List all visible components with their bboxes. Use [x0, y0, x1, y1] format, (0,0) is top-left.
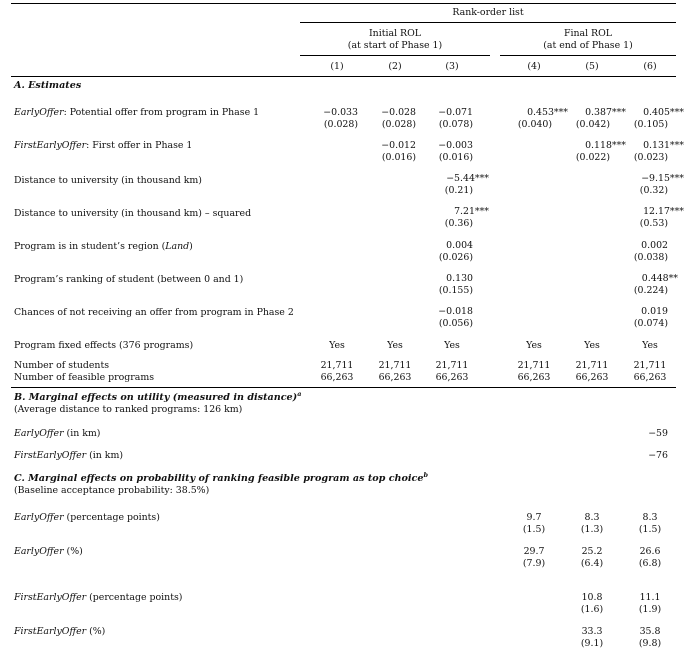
- coef: −0.003: [438, 140, 473, 151]
- coef: 7.21***: [454, 206, 489, 217]
- coef: 0.453***: [527, 107, 568, 118]
- var-name: FirstEarlyOffer: [14, 626, 87, 637]
- cell-value: −59: [648, 428, 668, 439]
- coef: 29.7: [523, 546, 545, 557]
- row-label-first-early-offer-km: [14, 450, 123, 461]
- std-error: (1.5): [638, 524, 662, 535]
- header-bottom-rule: [11, 76, 676, 77]
- group-final-title: Final ROL: [563, 28, 613, 39]
- var-unit: (percentage points): [63, 512, 160, 523]
- panel-c-title: [14, 470, 429, 484]
- group-final-subtitle: (at end of Phase 1): [543, 40, 633, 51]
- row-label-ranking: Program’s ranking of student (between 0 and 1): [14, 274, 244, 285]
- row-label-early-offer-pp: [14, 512, 160, 523]
- group-initial-title: Initial ROL: [368, 28, 422, 39]
- std-error: (0.028): [323, 119, 358, 130]
- std-error: (0.105): [633, 119, 668, 130]
- coef: 35.8: [639, 626, 661, 637]
- var-desc: : First offer in Phase 1: [86, 140, 193, 151]
- coef: 0.004: [446, 240, 473, 251]
- coef: 0.118***: [585, 140, 626, 151]
- coef: 9.7: [526, 512, 542, 523]
- label-post: ): [189, 241, 193, 252]
- row-label-students: Number of students: [14, 360, 110, 371]
- std-error: (0.074): [633, 318, 668, 329]
- coef: 26.6: [639, 546, 661, 557]
- coef: 0.019: [641, 306, 668, 317]
- label-italic: Land: [165, 241, 190, 252]
- cell-value: Yes: [387, 340, 403, 351]
- coef: −0.012: [381, 140, 416, 151]
- var-unit: (in km): [86, 450, 124, 461]
- std-error: (6.8): [638, 558, 662, 569]
- std-error: (0.224): [633, 285, 668, 296]
- std-error: (0.016): [381, 152, 416, 163]
- var-name: EarlyOffer: [14, 428, 64, 439]
- std-error: (0.038): [633, 252, 668, 263]
- col-header-2: (2): [388, 61, 402, 72]
- coef: 8.3: [584, 512, 600, 523]
- coef: −9.15***: [641, 173, 684, 184]
- coef: 11.1: [639, 592, 661, 603]
- col-header-5: (5): [585, 61, 599, 72]
- group-initial-subtitle: (at start of Phase 1): [347, 40, 443, 51]
- coef: 33.3: [581, 626, 603, 637]
- row-label-fixed-effects: Program fixed effects (376 programs): [14, 340, 194, 351]
- var-unit: (%): [86, 626, 106, 637]
- std-error: (0.023): [633, 152, 668, 163]
- cell-value: 21,711: [320, 360, 354, 371]
- var-name: FirstEarlyOffer: [14, 592, 87, 603]
- coef: 8.3: [642, 512, 658, 523]
- row-label-region: [14, 241, 193, 252]
- cell-value: Yes: [642, 340, 658, 351]
- col-header-4: (4): [527, 61, 541, 72]
- panel-b-title: [14, 389, 302, 403]
- row-label-first-early-offer: [14, 140, 192, 151]
- cell-value: 21,711: [517, 360, 551, 371]
- std-error: (0.022): [575, 152, 610, 163]
- row-label-chances: Chances of not receiving an offer from program in Phase 2: [14, 307, 294, 318]
- std-error: (0.026): [438, 252, 473, 263]
- std-error: (1.5): [522, 524, 546, 535]
- col-header-6: (6): [643, 61, 657, 72]
- std-error: (6.4): [580, 558, 604, 569]
- var-name: EarlyOffer: [14, 512, 64, 523]
- std-error: (0.155): [438, 285, 473, 296]
- var-name: FirstEarlyOffer: [14, 140, 87, 151]
- group-final-rule: [500, 55, 676, 56]
- std-error: (0.040): [517, 119, 552, 130]
- cell-value: 21,711: [435, 360, 469, 371]
- coef: −0.071: [438, 107, 473, 118]
- panel-b-title-text: B. Marginal effects on utility (measured in distance): [14, 392, 298, 403]
- row-label-early-offer: [14, 107, 259, 118]
- cell-value: Yes: [526, 340, 542, 351]
- row-label-early-offer-pct: [14, 546, 83, 557]
- cell-value: 66,263: [575, 372, 609, 383]
- var-desc: : Potential offer from program in Phase 1: [63, 107, 260, 118]
- panel-c-note: (Baseline acceptance probability: 38.5%): [14, 485, 210, 496]
- std-error: (9.1): [580, 638, 604, 649]
- std-error: (1.3): [580, 524, 604, 535]
- cell-value: Yes: [329, 340, 345, 351]
- coef: −0.028: [381, 107, 416, 118]
- col-header-3: (3): [445, 61, 459, 72]
- std-error: (1.9): [638, 604, 662, 615]
- cell-value: 66,263: [517, 372, 551, 383]
- cell-value: 21,711: [575, 360, 609, 371]
- std-error: (0.028): [381, 119, 416, 130]
- std-error: (1.6): [580, 604, 604, 615]
- coef: 0.405***: [643, 107, 684, 118]
- std-error: (0.016): [438, 152, 473, 163]
- row-label-programs: Number of feasible programs: [14, 372, 155, 383]
- group-initial-rule: [300, 55, 490, 56]
- coef: 12.17***: [643, 206, 684, 217]
- header-rule: [300, 22, 676, 23]
- panel-a-bottom-rule: [11, 387, 676, 388]
- std-error: (0.32): [639, 185, 668, 196]
- label-pre: Program is in student’s region (: [14, 241, 166, 252]
- std-error: (0.53): [639, 218, 668, 229]
- top-rule: [11, 3, 676, 4]
- coef: −0.033: [323, 107, 358, 118]
- coef: 25.2: [581, 546, 603, 557]
- row-label-first-early-offer-pct: [14, 626, 105, 637]
- cell-value: −76: [648, 450, 668, 461]
- row-label-first-early-offer-pp: [14, 592, 182, 603]
- coef: 0.131***: [643, 140, 684, 151]
- var-unit: (%): [63, 546, 83, 557]
- row-label-distance: Distance to university (in thousand km): [14, 175, 202, 186]
- col-header-1: (1): [330, 61, 344, 72]
- coef: 0.002: [641, 240, 668, 251]
- panel-c-title-text: C. Marginal effects on probability of ranking feasible program as top choice: [14, 473, 424, 484]
- row-label-early-offer-km: [14, 428, 100, 439]
- cell-value: 66,263: [633, 372, 667, 383]
- table-super-header: Rank-order list: [452, 7, 524, 18]
- coef: 0.387***: [585, 107, 626, 118]
- std-error: (0.056): [438, 318, 473, 329]
- var-name: EarlyOffer: [14, 546, 64, 557]
- coef: 0.448**: [641, 273, 678, 284]
- panel-a-title: A. Estimates: [14, 80, 82, 91]
- std-error: (0.042): [575, 119, 610, 130]
- std-error: (0.078): [438, 119, 473, 130]
- cell-value: Yes: [444, 340, 460, 351]
- std-error: (9.8): [638, 638, 662, 649]
- cell-value: Yes: [584, 340, 600, 351]
- cell-value: 66,263: [435, 372, 469, 383]
- coef: −5.44***: [446, 173, 489, 184]
- footnote-marker: a: [297, 389, 302, 398]
- footnote-marker: b: [423, 470, 429, 479]
- cell-value: 21,711: [378, 360, 412, 371]
- var-unit: (in km): [63, 428, 101, 439]
- var-unit: (percentage points): [86, 592, 183, 603]
- coef: −0.018: [438, 306, 473, 317]
- var-name: EarlyOffer: [14, 107, 64, 118]
- panel-b-note: (Average distance to ranked programs: 126 km): [14, 404, 243, 415]
- var-name: FirstEarlyOffer: [14, 450, 87, 461]
- cell-value: 66,263: [378, 372, 412, 383]
- coef: 10.8: [581, 592, 603, 603]
- coef: 0.130: [446, 273, 473, 284]
- std-error: (0.21): [444, 185, 473, 196]
- std-error: (0.36): [444, 218, 473, 229]
- row-label-distance-squared: Distance to university (in thousand km) – squared: [14, 208, 252, 219]
- cell-value: 66,263: [320, 372, 354, 383]
- cell-value: 21,711: [633, 360, 667, 371]
- std-error: (7.9): [522, 558, 546, 569]
